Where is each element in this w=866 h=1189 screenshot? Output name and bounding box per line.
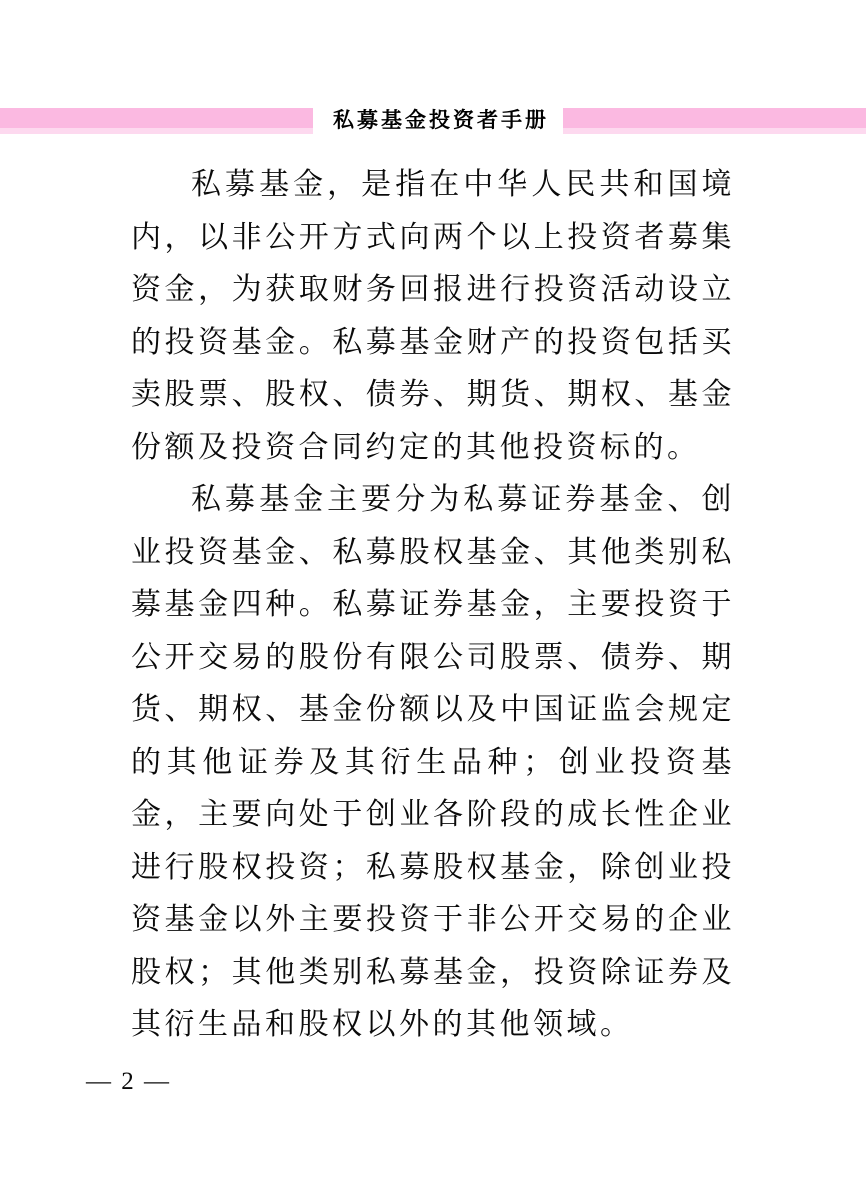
body-paragraph-2: 私募基金主要分为私募证券基金、创业投资基金、私募股权基金、其他类别私募基金四种。私募证券基金，主要投资于公开交易的股份有限公司股票、债券、期货、期权、基金份额以及中国证监会规定的其他证券及其衍生品种；创业投资基金，主要向处于创业各阶段的成长性企业进行股权投资；私募股权基金，除创业投资基金以外主要投资于非公开交易的企业股权；其他类别私募基金，投资除证券及其衍生品和股权以外的其他领域。: [131, 483, 735, 1041]
page-number: — 2 —: [86, 1068, 171, 1095]
running-header-title: 私募基金投资者手册: [333, 109, 549, 132]
header-bar-left: [0, 108, 313, 134]
running-header: [0, 108, 866, 134]
header-bar-right: [563, 108, 866, 134]
body-text: [131, 159, 735, 1052]
body-paragraph-1: 私募基金，是指在中华人民共和国境内，以非公开方式向两个以上投资者募集资金，为获取财务回报进行投资活动设立的投资基金。私募基金财产的投资包括买卖股票、股权、债券、期货、期权、基金份额及投资合同约定的其他投资标的。: [131, 168, 735, 464]
